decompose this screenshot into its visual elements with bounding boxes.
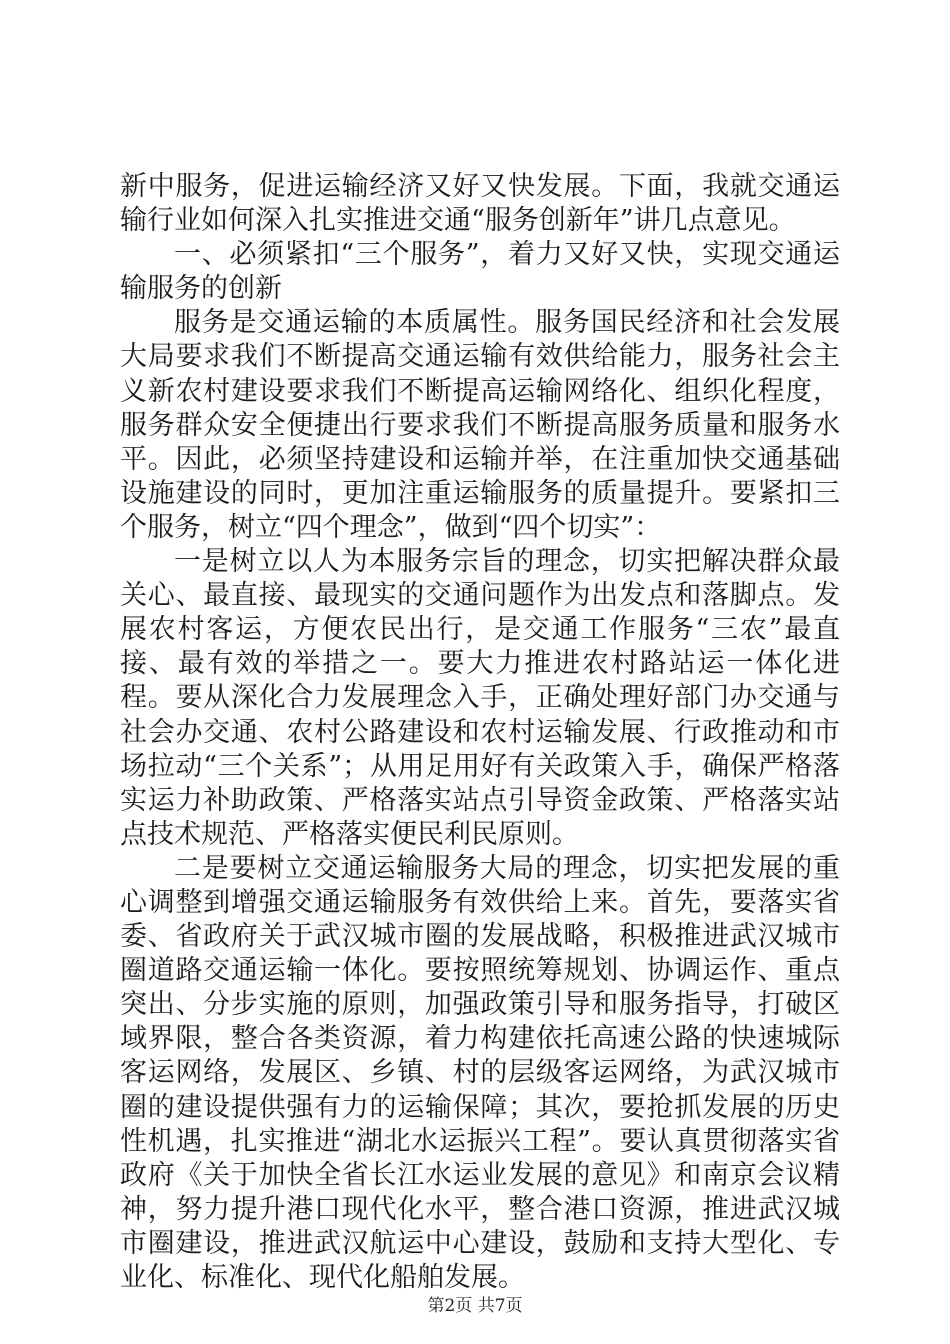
paragraph-continuation: 新中服务，促进运输经济又好又快发展。下面，我就交通运输行业如何深入扎实推进交通“服务创新年”讲几点意见。 [120,171,840,237]
paragraph-point-one: 一是树立以人为本服务宗旨的理念，切实把解决群众最关心、最直接、最现实的交通问题作为出发点和落脚点。发展农村客运，方便农民出行，是交通工作服务“三农”最直接、最有效的举措之一。要大力推进农村路站运一体化进程。要从深化合力发展理念入手，正确处理好部门办交通与社会办交通、农村公路建设和农村运输发展、行政推动和市场拉动“三个关系”；从用足用好有关政策入手，确保严格落实运力补助政策、严格落实站点引导资金政策、严格落实站点技术规范、严格落实便民利民原则。 [120,546,840,850]
document-body [120,170,840,1295]
paragraph-point-two: 二是要树立交通运输服务大局的理念，切实把发展的重心调整到增强交通运输服务有效供给上来。首先，要落实省委、省政府关于武汉城市圈的发展战略，积极推进武汉城市圈道路交通运输一体化。要按照统筹规划、协调运作、重点突出、分步实施的原则，加强政策引导和服务指导，打破区域界限，整合各类资源，着力构建依托高速公路的快速城际客运网络，发展区、乡镇、村的层级客运网络，为武汉城市圈的建设提供强有力的运输保障；其次，要抢抓发展的历史性机遇，扎实推进“湖北水运振兴工程”。要认真贯彻落实省政府《关于加快全省长江水运业发展的意见》和南京会议精神，努力提升港口现代化水平，整合港口资源，推进武汉城市圈建设，推进武汉航运中心建设，鼓励和支持大型化、专业化、标准化、现代化船舶发展。 [120,852,840,1293]
page-number-footer: 第2页 共7页 [427,1296,523,1316]
section-heading: 一、必须紧扣“三个服务”，着力又好又快，实现交通运输服务的创新 [120,239,840,305]
paragraph-service-attribute: 服务是交通运输的本质属性。服务国民经济和社会发展大局要求我们不断提高交通运输有效供给能力，服务社会主义新农村建设要求我们不断提高运输网络化、组织化程度，服务群众安全便捷出行要求我们不断提高服务质量和服务水平。因此，必须坚持建设和运输并举，在注重加快交通基础设施建设的同时，更加注重运输服务的质量提升。要紧扣三个服务，树立“四个理念”，做到“四个切实”： [120,307,840,543]
